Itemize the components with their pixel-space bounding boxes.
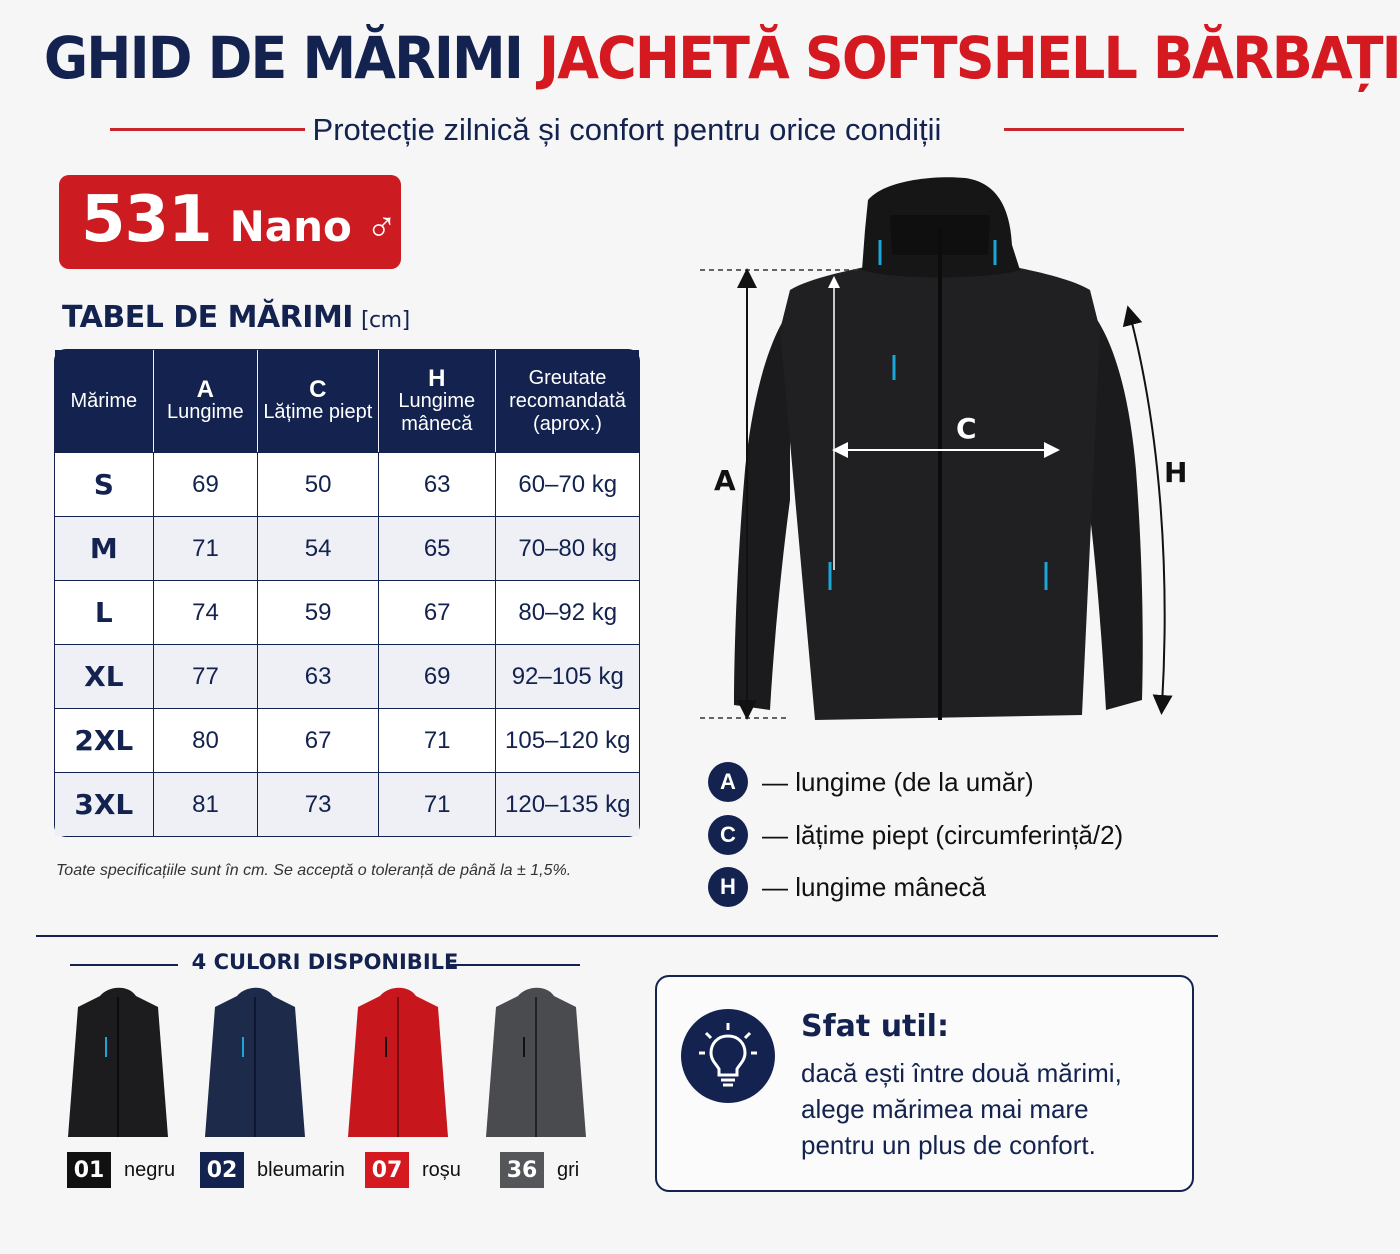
header-letter: C (309, 376, 327, 403)
cell-h: 67 (378, 581, 496, 644)
tip-box (655, 975, 1194, 1192)
cell-h: 71 (378, 773, 496, 836)
cell-h: 69 (378, 645, 496, 708)
cell-size: L (94, 596, 113, 629)
cell-size: M (89, 532, 118, 565)
label-c: C (956, 412, 977, 445)
header-letter: H (428, 364, 446, 392)
tip-line: dacă ești între două mărimi, (801, 1058, 1122, 1088)
header-label: Lungime (166, 401, 244, 423)
color-code: 01 (67, 1152, 111, 1188)
color-jackets (60, 982, 600, 1142)
jacket-thumb-black (68, 988, 168, 1137)
header-weight (495, 350, 639, 452)
size-table-unit: [cm] (360, 308, 410, 333)
male-symbol-icon: ♂ (365, 203, 398, 250)
table-row (55, 708, 639, 772)
legend-item-c (708, 815, 1188, 855)
color-code: 02 (200, 1152, 244, 1188)
cell-weight: 105–120 kg (495, 709, 639, 772)
cell-c: 63 (257, 645, 378, 708)
cell-weight: 60–70 kg (495, 453, 639, 516)
size-table (54, 349, 640, 837)
tip-line: pentru un plus de confort. (801, 1130, 1096, 1160)
jacket-thumb-red (348, 988, 448, 1137)
color-code: 07 (365, 1152, 409, 1188)
table-row (55, 516, 639, 580)
legend-item-h (708, 867, 1188, 907)
cell-c: 59 (257, 581, 378, 644)
size-table-title (62, 300, 410, 335)
table-row (55, 580, 639, 644)
cell-size: 3XL (74, 788, 134, 821)
lightbulb-icon (681, 1009, 775, 1103)
legend-text: — lungime (de la umăr) (762, 766, 1034, 797)
color-name: roșu (422, 1158, 461, 1181)
color-code: 36 (500, 1152, 544, 1188)
cell-c: 54 (257, 517, 378, 580)
table-header-row (55, 350, 639, 452)
cell-weight: 70–80 kg (495, 517, 639, 580)
legend-text: — lățime piept (circumferință/2) (762, 819, 1124, 850)
product-badge (59, 175, 401, 269)
section-divider (36, 935, 1218, 937)
tolerance-note: Toate specificațiile sunt în cm. Se acceptă o toleranță de până la ± 1,5%. (56, 862, 572, 879)
cell-c: 50 (257, 453, 378, 516)
cell-h: 71 (378, 709, 496, 772)
jacket-thumb-navy (205, 988, 305, 1137)
table-row (55, 452, 639, 516)
table-row (55, 644, 639, 708)
cell-a: 71 (153, 517, 258, 580)
cell-a: 81 (153, 773, 258, 836)
product-name: Nano (229, 202, 352, 251)
color-name: gri (557, 1158, 580, 1181)
color-name: bleumarin (257, 1158, 345, 1181)
cell-a: 77 (153, 645, 258, 708)
color-item-red[interactable] (365, 1152, 461, 1188)
cell-size: 2XL (74, 724, 134, 757)
colors-title: 4 CULORI DISPONIBILE (191, 950, 459, 974)
cell-h: 63 (378, 453, 496, 516)
cell-weight: 80–92 kg (495, 581, 639, 644)
legend-badge: H (708, 867, 748, 907)
size-table-title-text: TABEL DE MĂRIMI (62, 300, 353, 335)
jacket-thumb-grey (486, 988, 586, 1137)
legend-item-a (708, 762, 1188, 802)
cell-h: 65 (378, 517, 496, 580)
legend-badge: C (708, 815, 748, 855)
title-part2: JACHETĂ SOFTSHELL BĂRBAȚI (538, 24, 1400, 92)
cell-a: 74 (153, 581, 258, 644)
table-row (55, 772, 639, 836)
tip-line: alege mărimea mai mare (801, 1094, 1089, 1124)
product-code: 531 (81, 183, 212, 257)
header-letter: A (196, 376, 214, 403)
header-c (257, 350, 377, 452)
cell-weight: 92–105 kg (495, 645, 639, 708)
label-h: H (1164, 456, 1188, 489)
color-item-grey[interactable] (500, 1152, 579, 1188)
tip-text (801, 1055, 1181, 1163)
header-a (153, 350, 258, 452)
color-name: negru (124, 1158, 176, 1181)
label-a: A (714, 464, 736, 497)
jacket-left-sleeve (734, 310, 790, 710)
tip-title: Sfat util: (801, 1009, 949, 1044)
legend-badge: A (708, 762, 748, 802)
header-label: Greutate recomandată (aprox.) (509, 366, 626, 435)
cell-weight: 120–135 kg (495, 773, 639, 836)
header-label: Mărime (70, 389, 138, 412)
cell-size: XL (84, 660, 124, 693)
subtitle: Protecție zilnică și confort pentru orice condiții (312, 112, 942, 147)
title-part1: GHID DE MĂRIMI (43, 24, 523, 92)
page-title (43, 24, 1400, 92)
legend-text: — lungime mânecă (762, 871, 986, 902)
jacket-measurement-diagram (690, 170, 1200, 740)
cell-a: 69 (153, 453, 258, 516)
header-label: Lățime piept (263, 401, 373, 423)
header-h (378, 350, 495, 452)
cell-c: 67 (257, 709, 378, 772)
cell-size: S (93, 468, 114, 501)
cell-a: 80 (153, 709, 258, 772)
header-label: Lungime mânecă (398, 389, 476, 435)
color-item-black[interactable] (67, 1152, 175, 1188)
color-item-navy[interactable] (200, 1152, 345, 1188)
header-size (55, 350, 153, 452)
cell-c: 73 (257, 773, 378, 836)
